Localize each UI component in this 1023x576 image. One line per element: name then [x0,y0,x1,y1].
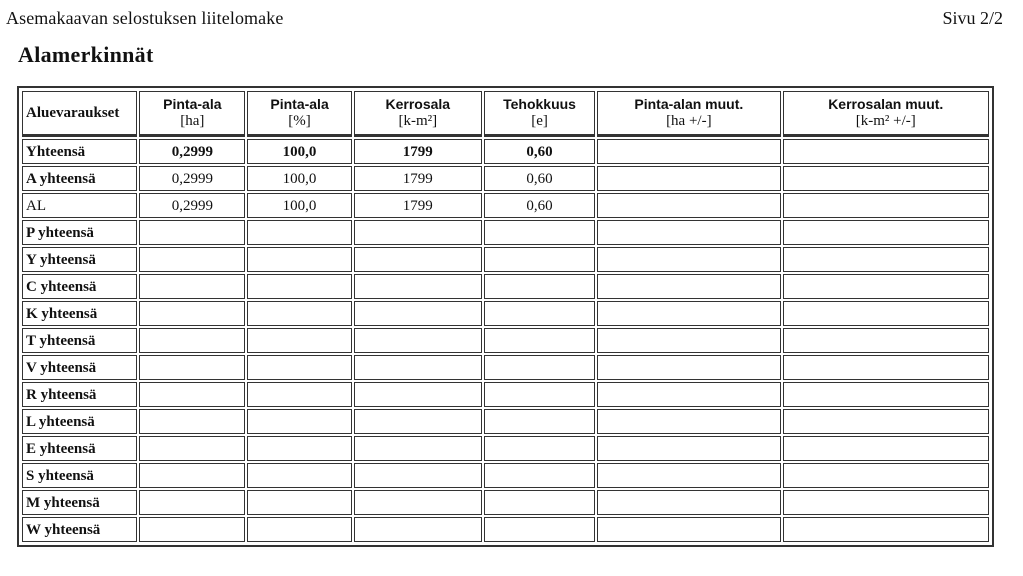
cell-area-change [597,382,780,407]
table-row [22,220,989,245]
cell-area-change [597,409,780,434]
column-header-unit: [e] [531,113,548,129]
cell-floor-area [354,220,482,245]
cell-floor-change [783,193,989,218]
column-header-unit: [ha +/-] [666,113,712,129]
cell-area-change [597,355,780,380]
column-header-efficiency [484,91,595,137]
land-use-table-frame [17,86,994,547]
cell-floor-area [354,301,482,326]
column-header-unit: [ha] [180,113,205,129]
cell-floor-change [783,166,989,191]
table-row-total [22,139,989,164]
cell-area-pct [247,328,351,353]
cell-area-pct [247,220,351,245]
cell-area-pct [247,247,351,272]
row-label: Yhteensä [22,139,137,164]
cell-floor-area: 1799 [354,166,482,191]
cell-area-pct [247,409,351,434]
column-header-area-pct [247,91,351,137]
cell-area-pct [247,301,351,326]
cell-floor-change [783,409,989,434]
page-number: Sivu 2/2 [942,8,1003,28]
cell-area-ha [139,355,245,380]
table-row [22,409,989,434]
cell-efficiency [484,382,595,407]
row-label: P yhteensä [22,220,137,245]
cell-area-ha [139,517,245,542]
column-header-label: Kerrosala [385,96,451,112]
cell-area-change [597,490,780,515]
table-row [22,247,989,272]
table-row [22,274,989,299]
row-label: Y yhteensä [22,247,137,272]
row-label: W yhteensä [22,517,137,542]
cell-floor-change [783,220,989,245]
column-header-area-change [597,91,780,137]
cell-floor-change [783,382,989,407]
cell-floor-change [783,247,989,272]
cell-floor-change [783,301,989,326]
cell-floor-area [354,463,482,488]
table-row [22,355,989,380]
column-header-floor-change [783,91,989,137]
cell-area-change [597,166,780,191]
column-header-label: Kerrosalan muut. [828,96,944,112]
cell-floor-change [783,463,989,488]
table-row [22,436,989,461]
cell-floor-change [783,490,989,515]
cell-efficiency [484,463,595,488]
cell-area-ha [139,274,245,299]
cell-area-ha: 0,2999 [139,139,245,164]
cell-area-ha [139,301,245,326]
cell-area-pct: 100,0 [247,193,351,218]
cell-area-change [597,193,780,218]
cell-efficiency [484,220,595,245]
cell-floor-area [354,274,482,299]
row-label: V yhteensä [22,355,137,380]
document-title: Asemakaavan selostuksen liitelomake [6,8,284,28]
column-header-floor-area [354,91,482,137]
cell-efficiency [484,274,595,299]
cell-efficiency [484,436,595,461]
cell-floor-area [354,490,482,515]
cell-floor-change [783,517,989,542]
cell-floor-change [783,436,989,461]
cell-area-ha [139,409,245,434]
cell-efficiency [484,247,595,272]
land-use-table [20,89,991,544]
column-header-unit: [k-m² +/-] [855,113,916,129]
cell-efficiency [484,517,595,542]
column-header-label: Tehokkuus [503,96,576,112]
cell-efficiency [484,409,595,434]
cell-area-change [597,328,780,353]
row-label: L yhteensä [22,409,137,434]
cell-area-ha [139,436,245,461]
cell-floor-area: 1799 [354,193,482,218]
cell-area-pct [247,436,351,461]
cell-floor-change [783,328,989,353]
cell-floor-change [783,139,989,164]
row-label: C yhteensä [22,274,137,299]
cell-efficiency: 0,60 [484,139,595,164]
table-row [22,517,989,542]
table-row [22,490,989,515]
table-row [22,463,989,488]
cell-area-change [597,139,780,164]
cell-floor-area [354,328,482,353]
cell-floor-area [354,409,482,434]
row-label: M yhteensä [22,490,137,515]
column-header-label: Pinta-alan muut. [634,96,744,112]
cell-area-change [597,220,780,245]
row-label: A yhteensä [22,166,137,191]
row-label: K yhteensä [22,301,137,326]
cell-efficiency [484,301,595,326]
cell-area-pct [247,517,351,542]
table-row [22,328,989,353]
cell-floor-area [354,382,482,407]
row-label: E yhteensä [22,436,137,461]
cell-floor-area: 1799 [354,139,482,164]
column-header-label: Aluevaraukset [26,104,120,121]
cell-area-change [597,274,780,299]
cell-area-ha [139,463,245,488]
row-label: R yhteensä [22,382,137,407]
cell-area-pct [247,382,351,407]
cell-area-change [597,247,780,272]
cell-area-ha: 0,2999 [139,193,245,218]
column-header-label: Pinta-ala [270,96,329,112]
cell-area-change [597,436,780,461]
column-header-unit: [k-m²] [398,113,438,129]
cell-floor-area [354,436,482,461]
cell-efficiency: 0,60 [484,193,595,218]
cell-area-change [597,517,780,542]
cell-efficiency: 0,60 [484,166,595,191]
column-header-unit: [%] [288,113,311,129]
row-label: T yhteensä [22,328,137,353]
cell-efficiency [484,490,595,515]
cell-area-pct [247,355,351,380]
cell-efficiency [484,328,595,353]
cell-area-pct [247,463,351,488]
row-label: AL [22,193,137,218]
table-header-row [22,91,989,137]
cell-area-change [597,301,780,326]
cell-area-ha: 0,2999 [139,166,245,191]
cell-area-pct [247,274,351,299]
cell-area-ha [139,328,245,353]
cell-floor-change [783,274,989,299]
cell-floor-change [783,355,989,380]
table-row [22,193,989,218]
cell-area-ha [139,220,245,245]
cell-area-pct: 100,0 [247,166,351,191]
cell-efficiency [484,355,595,380]
column-header-label: Pinta-ala [163,96,222,112]
cell-area-change [597,463,780,488]
table-row [22,301,989,326]
cell-area-pct: 100,0 [247,139,351,164]
table-row [22,382,989,407]
cell-area-ha [139,247,245,272]
cell-floor-area [354,355,482,380]
table-row [22,166,989,191]
column-header-area-ha [139,91,245,137]
cell-area-pct [247,490,351,515]
cell-floor-area [354,247,482,272]
cell-area-ha [139,382,245,407]
section-title: Alamerkinnät [18,42,154,67]
cell-floor-area [354,517,482,542]
cell-area-ha [139,490,245,515]
column-header-aluevaraukset [22,91,137,137]
row-label: S yhteensä [22,463,137,488]
